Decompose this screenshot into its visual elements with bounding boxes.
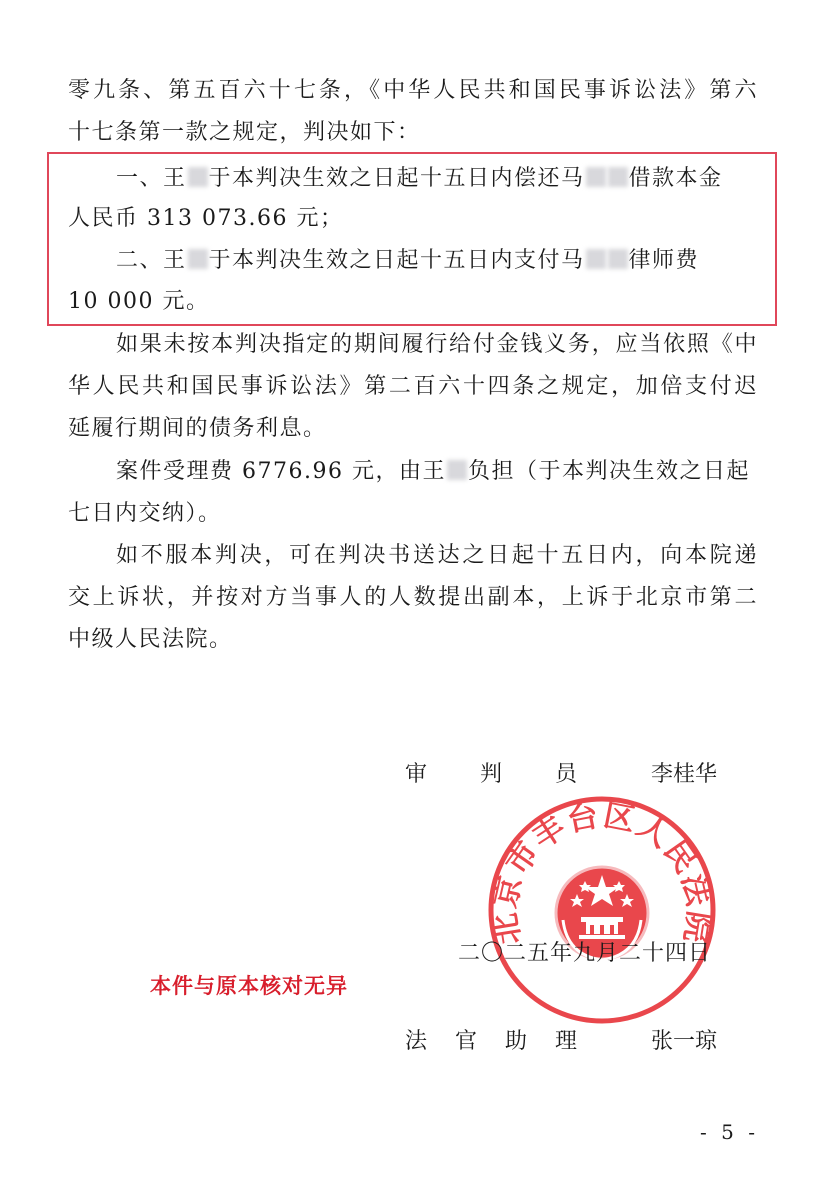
court-seal-icon <box>487 795 717 1025</box>
item-text: 律师费 <box>628 248 700 273</box>
body-line: 延履行期间的债务利息。 <box>68 416 327 441</box>
judgment-item-2 <box>116 246 758 276</box>
assistant-name: 张一琼 <box>651 1029 718 1054</box>
seal-text: 北京市丰台区人民法院 <box>487 797 717 947</box>
fee-text: 负担（于本判决生效之日起 <box>467 459 750 484</box>
assistant-title-char: 理 <box>554 1029 577 1054</box>
assistant-title-char: 官 <box>454 1029 477 1054</box>
redaction-mark <box>586 167 606 187</box>
redaction-mark <box>608 167 628 187</box>
redaction-mark <box>608 249 628 269</box>
body-line: 华人民共和国民事诉讼法》第二百六十四条之规定，加倍支付迟 <box>68 374 758 399</box>
item-text: 一、王 <box>116 166 187 191</box>
redaction-mark <box>586 249 606 269</box>
fee-line <box>116 457 758 487</box>
item-text: 二、王 <box>116 248 187 273</box>
body-line: 10 000 元。 <box>68 289 210 314</box>
fee-text: 案件受理费 6776.96 元，由王 <box>116 459 446 484</box>
judge-title-char: 员 <box>554 762 577 787</box>
body-line: 中级人民法院。 <box>68 627 233 652</box>
body-line: 如不服本判决，可在判决书送达之日起十五日内，向本院递 <box>116 543 758 568</box>
judge-name: 李桂华 <box>651 762 718 787</box>
judge-title-char: 审 <box>405 762 428 787</box>
judgment-item-1 <box>116 164 758 194</box>
body-line: 零九条、第五百六十七条，《中华人民共和国民事诉讼法》第六 <box>68 78 758 103</box>
assistant-title <box>405 1027 577 1057</box>
body-line: 十七条第一款之规定，判决如下： <box>68 120 421 145</box>
item-text: 借款本金 <box>628 166 723 191</box>
page-number: - 5 - <box>700 1120 759 1144</box>
judgment-date: 二〇二五年九月二十四日 <box>458 941 712 966</box>
body-line: 人民币 313 073.66 元； <box>68 206 344 231</box>
body-line: 七日内交纳）。 <box>68 501 222 526</box>
body-line: 交上诉状，并按对方当事人的人数提出副本，上诉于北京市第二 <box>68 585 758 610</box>
redaction-mark <box>188 249 208 269</box>
judge-title-char: 判 <box>479 762 502 787</box>
redaction-mark <box>447 460 467 480</box>
assistant-title-char: 助 <box>504 1029 527 1054</box>
item-text: 于本判决生效之日起十五日内偿还马 <box>208 166 585 191</box>
body-line: 如果未按本判决指定的期间履行给付金钱义务，应当依照《中 <box>116 332 758 357</box>
verified-stamp: 本件与原本核对无异 <box>150 973 348 998</box>
item-text: 于本判决生效之日起十五日内支付马 <box>208 248 585 273</box>
redaction-mark <box>188 167 208 187</box>
assistant-title-char: 法 <box>405 1029 428 1054</box>
judge-title <box>405 760 577 790</box>
